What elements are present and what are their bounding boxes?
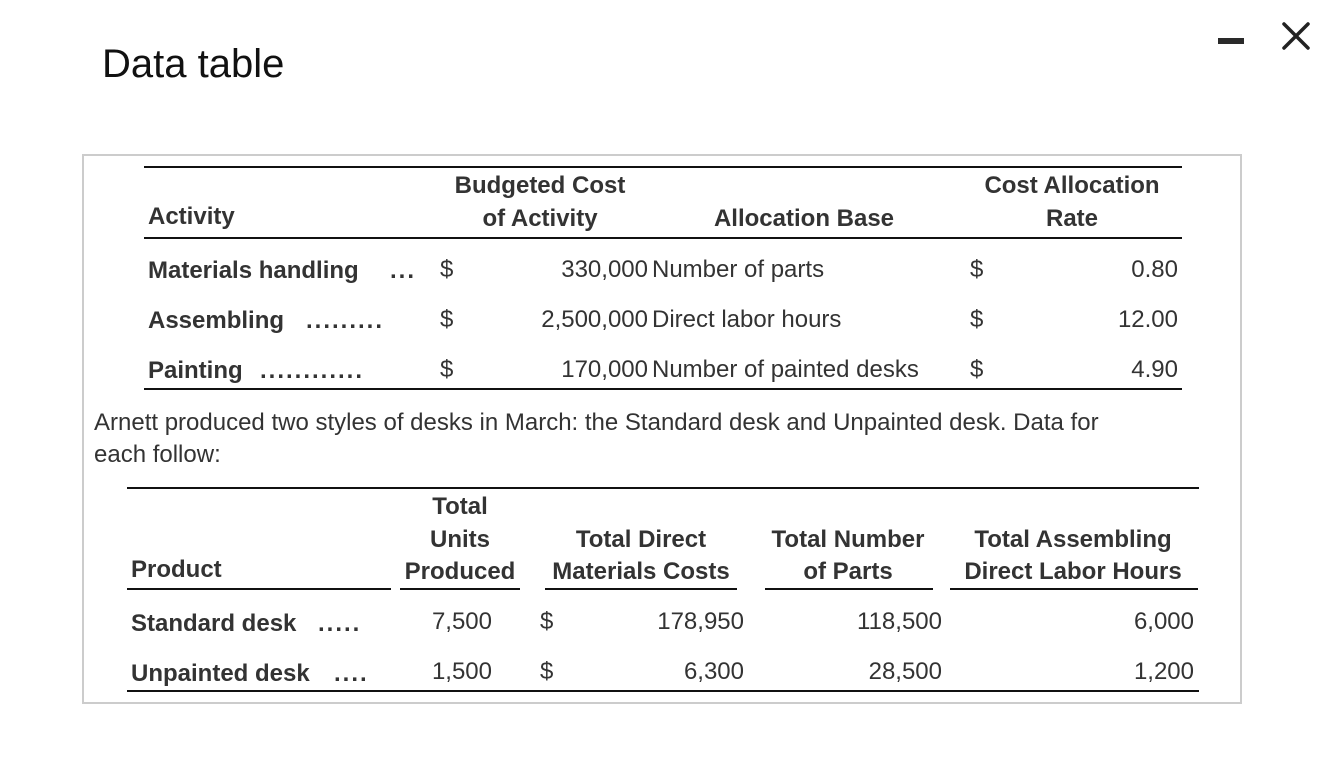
header-units-line3: Produced	[404, 558, 516, 585]
dollar-sign: $	[970, 356, 984, 383]
table-bottom-rule	[144, 388, 1182, 390]
units-value: 7,500	[431, 608, 492, 635]
header-rule-parts	[765, 588, 933, 590]
header-rule-dm	[545, 588, 737, 590]
header-parts-line1: Total Number	[771, 526, 925, 553]
description-line2: each follow:	[94, 441, 221, 468]
header-product: Product	[131, 556, 222, 583]
header-rate-line1: Cost Allocation	[984, 172, 1160, 199]
header-rule-product	[127, 588, 391, 590]
allocation-base-value: Number of parts	[652, 256, 825, 283]
allocation-base-value: Number of painted desks	[652, 356, 919, 383]
table-bottom-rule	[127, 690, 1199, 692]
header-budgeted-cost-line2: of Activity	[482, 205, 598, 232]
dm-value: 178,950	[657, 608, 744, 635]
parts-value: 28,500	[868, 658, 942, 685]
allocation-base-value: Direct labor hours	[652, 306, 842, 333]
table-row-activity: Assembling	[148, 307, 285, 334]
table-top-rule	[144, 166, 1182, 168]
header-rule-units	[400, 588, 520, 590]
dot-leader: .........	[306, 307, 385, 334]
budgeted-cost-value: 2,500,000	[541, 306, 648, 333]
table-row-product: Standard desk	[131, 610, 297, 637]
header-dl-line1: Total Assembling	[974, 526, 1172, 553]
dollar-sign: $	[970, 256, 984, 283]
header-units-line1: Total	[432, 493, 488, 520]
units-value: 1,500	[431, 658, 492, 685]
header-allocation-base: Allocation Base	[713, 205, 895, 232]
header-units-line2: Units	[430, 526, 490, 553]
header-rule	[144, 237, 1182, 239]
header-dm-line1: Total Direct	[575, 526, 707, 553]
close-icon[interactable]	[1278, 18, 1314, 54]
budgeted-cost-value: 330,000	[561, 256, 648, 283]
header-activity: Activity	[148, 203, 235, 230]
table-row-activity: Materials handling	[148, 257, 359, 284]
dm-value: 6,300	[683, 658, 744, 685]
rate-value: 12.00	[1117, 306, 1178, 333]
dollar-sign: $	[440, 306, 454, 333]
dollar-sign: $	[440, 256, 454, 283]
description-line1: Arnett produced two styles of desks in March: the Standard desk and Unpainted desk. Data for	[94, 409, 1099, 436]
dl-value: 1,200	[1133, 658, 1194, 685]
dot-leader: .....	[318, 610, 362, 637]
dot-leader: ...	[390, 257, 417, 284]
budgeted-cost-value: 170,000	[561, 356, 648, 383]
header-budgeted-cost-line1: Budgeted Cost	[454, 172, 626, 199]
dollar-sign: $	[540, 608, 554, 635]
dot-leader: ....	[334, 660, 369, 687]
dialog-title: Data table	[102, 42, 285, 86]
rate-value: 0.80	[1131, 256, 1178, 283]
dl-value: 6,000	[1133, 608, 1194, 635]
table-row-product: Unpainted desk	[131, 660, 310, 687]
header-dm-line2: Materials Costs	[552, 558, 730, 585]
dollar-sign: $	[540, 658, 554, 685]
parts-value: 118,500	[857, 608, 942, 635]
minimize-icon[interactable]	[1218, 38, 1244, 44]
dollar-sign: $	[440, 356, 454, 383]
header-rule-dl	[950, 588, 1198, 590]
table-row-activity: Painting	[148, 357, 243, 384]
rate-value: 4.90	[1131, 356, 1178, 383]
header-rate-line2: Rate	[1045, 205, 1099, 232]
header-dl-line2: Direct Labor Hours	[964, 558, 1182, 585]
header-parts-line2: of Parts	[803, 558, 893, 585]
dollar-sign: $	[970, 306, 984, 333]
table-top-rule	[127, 487, 1199, 489]
dot-leader: ............	[260, 357, 365, 384]
